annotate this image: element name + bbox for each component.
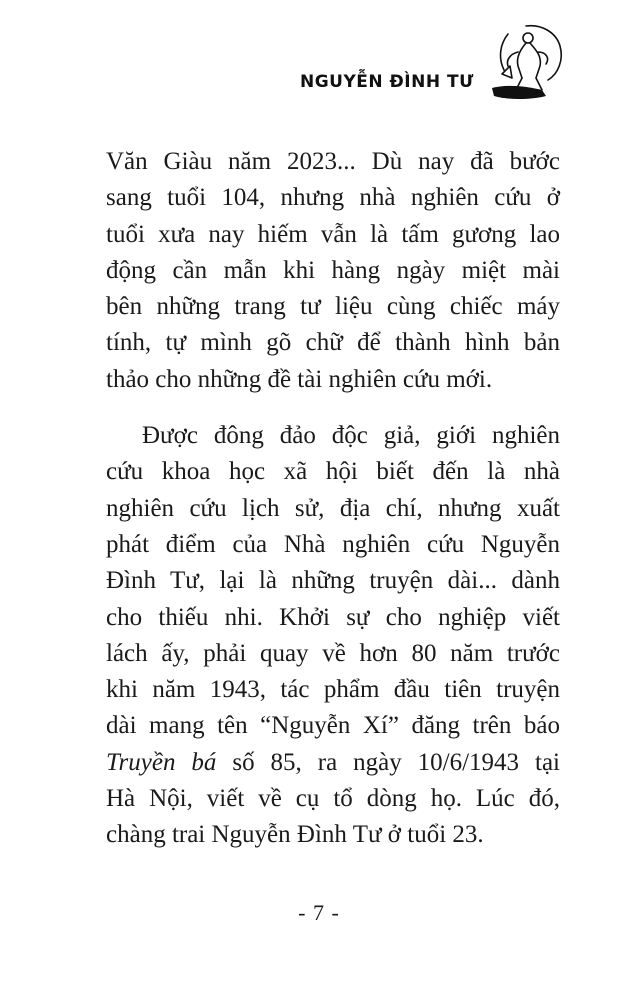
text-line [106,745,560,781]
text-line: khi năm 1943, tác phẩm đầu tiên truyện [106,676,560,704]
text-line: dài mang tên “Nguyễn Xí” đăng trên báo [106,712,560,740]
text-line: Văn Giàu năm 2023... Dù nay đã bước [106,148,560,175]
text-line: nghiên cứu lịch sử, địa chí, nhưng xuất [106,494,560,522]
text-line: cho thiếu nhi. Khởi sự cho nghiệp viết [106,603,560,631]
text-line: cứu khoa học xã hội biết đến là nhà [106,458,560,486]
running-title: NGUYỄN ĐÌNH TƯ [300,72,474,92]
text-line: thảo cho những đề tài nghiên cứu mới. [106,365,493,393]
text-fragment: số 85, ra ngày 10/6/1943 tại [216,748,560,776]
figure-with-book-emblem-icon [486,22,568,104]
text-line: Đình Tư, lại là những truyện dài... dành [106,567,560,595]
text-line: lách ấy, phải quay về hơn 80 năm trước [106,639,560,667]
newspaper-title: Truyền bá [106,748,217,776]
text-line: chàng trai Nguyễn Đình Tư ở tuổi 23. [106,821,484,849]
paragraph-2 [106,418,560,854]
text-line: Hà Nội, viết về cụ tổ dòng họ. Lúc đó, [106,785,560,813]
text-line: bên những trang tư liệu cùng chiếc máy [106,293,560,321]
text-line: tuổi xưa nay hiếm vẫn là tấm gương lao [106,220,560,248]
text-line: Được đông đảo độc giả, giới nghiên [142,422,560,450]
page-number: - 7 - [298,900,340,925]
text-line: tính, tự mình gõ chữ để thành hình bản [106,329,560,357]
body-text [106,144,560,854]
text-line: phát điểm của Nhà nghiên cứu Nguyễn [106,530,560,558]
paragraph-1 [106,144,560,398]
text-line: sang tuổi 104, nhưng nhà nghiên cứu ở [106,184,560,212]
text-line: động cần mẫn khi hàng ngày miệt mài [106,256,560,284]
